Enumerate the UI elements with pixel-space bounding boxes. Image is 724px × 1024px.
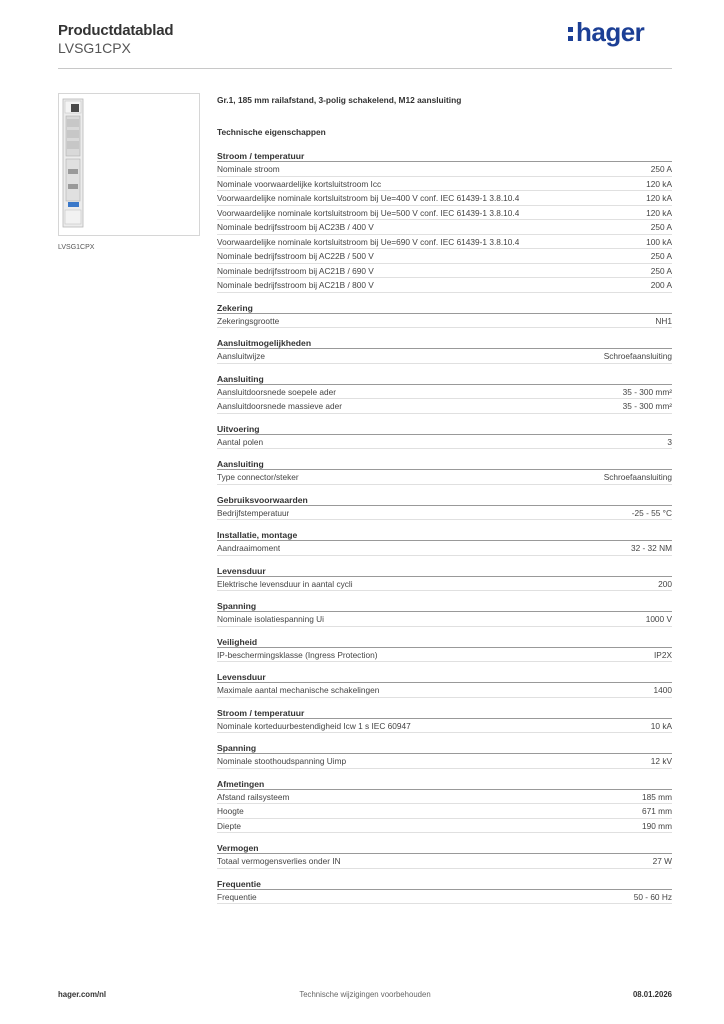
section-title: Technische eigenschappen: [217, 127, 326, 137]
spec-row: [217, 191, 672, 206]
footer-date: 08.01.2026: [632, 990, 672, 999]
spec-label: Maximale aantal mechanische schakelingen: [217, 685, 380, 695]
spec-value: -25 - 55 °C: [631, 507, 672, 518]
spec-group-title: Aansluiting: [217, 374, 672, 385]
spec-group-title: Stroom / temperatuur: [217, 151, 672, 162]
spec-group-title: Spanning: [217, 601, 672, 612]
spec-group-title: Zekering: [217, 303, 672, 314]
spec-row: [217, 612, 672, 627]
spec-label: Zekeringsgrootte: [217, 315, 280, 326]
spec-label: Nominale bedrijfsstroom bij AC22B / 500 V: [217, 251, 374, 261]
spec-value: 100 kA: [646, 236, 672, 247]
spec-row: [217, 220, 672, 235]
spec-value: Schroefaansluiting: [603, 472, 672, 482]
spec-groups: [217, 151, 672, 904]
logo-dots-icon: [568, 27, 573, 45]
spec-value: 185 mm: [642, 791, 672, 802]
product-image-label: LVSG1CPX: [58, 244, 95, 251]
page-title: Productdatablad: [58, 22, 174, 39]
spec-value: 671 mm: [642, 806, 672, 816]
spec-row: [217, 278, 672, 293]
spec-label: Voorwaardelijke nominale kortsluitstroom bij Ue=400 V conf. IEC 61439-1 3.8.10.4: [217, 193, 520, 203]
spec-label: Aansluitdoorsnede massieve ader: [217, 401, 342, 411]
spec-row: [217, 349, 672, 364]
spec-row: [217, 162, 672, 177]
spec-row: [217, 314, 672, 329]
footer-website: hager.com/nl: [58, 990, 107, 999]
product-code: LVSG1CPX: [58, 40, 131, 56]
spec-group-title: Frequentie: [217, 879, 672, 890]
spec-row: [217, 470, 672, 485]
spec-row: [217, 854, 672, 869]
spec-label: Bedrijfstemperatuur: [217, 507, 290, 518]
spec-label: Voorwaardelijke nominale kortsluitstroom bij Ue=500 V conf. IEC 61439-1 3.8.10.4: [217, 207, 520, 218]
spec-label: Aantal polen: [217, 436, 264, 447]
spec-group-title: Uitvoering: [217, 424, 672, 435]
spec-row: [217, 385, 672, 400]
spec-value: Schroefaansluiting: [603, 351, 672, 361]
spec-label: Type connector/steker: [217, 472, 299, 482]
spec-row: [217, 754, 672, 769]
logo-wordmark: hager: [576, 17, 645, 47]
spec-value: 120 kA: [646, 178, 672, 189]
spec-group-title: Aansluitmogelijkheden: [217, 338, 672, 349]
spec-row: [217, 541, 672, 556]
spec-value: 250 A: [650, 222, 672, 232]
spec-group-title: Vermogen: [217, 843, 672, 854]
spec-label: Nominale stroom: [217, 164, 280, 174]
spec-group-title: Levensduur: [217, 566, 672, 577]
spec-value: IP2X: [654, 649, 672, 660]
spec-value: 120 kA: [646, 207, 672, 218]
product-specifications: [217, 95, 672, 904]
hager-logo: [568, 16, 658, 48]
spec-value: 32 - 32 NM: [630, 543, 672, 553]
spec-row: [217, 399, 672, 414]
spec-row: [217, 435, 672, 450]
spec-label: Nominale voorwaardelijke kortsluitstroom Icc: [217, 178, 382, 189]
spec-group-title: Gebruiksvoorwaarden: [217, 495, 672, 506]
spec-row: [217, 648, 672, 663]
spec-row: [217, 206, 672, 221]
spec-value: 10 kA: [650, 720, 672, 731]
product-description: Gr.1, 185 mm railafstand, 3-polig schakelend, M12 aansluiting: [217, 95, 462, 105]
spec-row: [217, 819, 672, 834]
spec-group-title: Spanning: [217, 743, 672, 754]
spec-row: [217, 683, 672, 698]
footer-disclaimer: Technische wijzigingen voorbehouden: [299, 990, 431, 999]
spec-group-title: Installatie, montage: [217, 530, 672, 541]
spec-row: [217, 506, 672, 521]
product-image: [58, 93, 200, 236]
spec-group-title: Afmetingen: [217, 779, 672, 790]
spec-label: Nominale korteduurbestendigheid Icw 1 s IEC 60947: [217, 720, 411, 731]
spec-value: 35 - 300 mm²: [622, 386, 672, 397]
fuse-switch-illustration-icon: [59, 94, 201, 237]
spec-label: Aansluitwijze: [217, 351, 265, 361]
spec-value: 190 mm: [642, 820, 672, 831]
spec-group-title: Veiligheid: [217, 637, 672, 648]
spec-value: 200: [658, 578, 672, 589]
spec-row: [217, 790, 672, 805]
spec-row: [217, 264, 672, 279]
spec-value: 27 W: [652, 856, 672, 866]
spec-label: Voorwaardelijke nominale kortsluitstroom bij Ue=690 V conf. IEC 61439-1 3.8.10.4: [217, 236, 520, 247]
spec-group-title: Stroom / temperatuur: [217, 708, 672, 719]
spec-row: [217, 177, 672, 192]
spec-row: [217, 249, 672, 264]
spec-group-title: Aansluiting: [217, 459, 672, 470]
spec-value: 120 kA: [646, 193, 672, 203]
spec-value: NH1: [655, 315, 672, 326]
header-divider: [58, 68, 672, 69]
spec-label: Nominale isolatiespanning Ui: [217, 614, 324, 624]
spec-group-title: Levensduur: [217, 672, 672, 683]
spec-label: IP-beschermingsklasse (Ingress Protection): [217, 649, 378, 660]
spec-row: [217, 890, 672, 905]
spec-value: 200 A: [650, 280, 672, 290]
spec-value: 3: [667, 436, 672, 447]
spec-label: Nominale bedrijfsstroom bij AC21B / 690 V: [217, 265, 374, 276]
spec-row: [217, 804, 672, 819]
spec-label: Hoogte: [217, 806, 244, 816]
spec-value: 1000 V: [645, 614, 672, 624]
spec-row: [217, 235, 672, 250]
spec-label: Elektrische levensduur in aantal cycli: [217, 578, 353, 589]
spec-value: 250 A: [650, 164, 672, 174]
spec-label: Afstand railsysteem: [217, 791, 290, 802]
spec-row: [217, 719, 672, 734]
page-footer: [58, 990, 672, 999]
spec-value: 250 A: [650, 265, 672, 276]
spec-label: Aandraaimoment: [217, 543, 281, 553]
spec-value: 50 - 60 Hz: [633, 891, 672, 902]
document-header: [58, 22, 173, 56]
spec-label: Totaal vermogensverlies onder IN: [217, 856, 341, 866]
spec-label: Nominale bedrijfsstroom bij AC23B / 400 V: [217, 222, 374, 232]
spec-value: 1400: [653, 685, 672, 695]
spec-label: Aansluitdoorsnede soepele ader: [217, 386, 337, 397]
spec-row: [217, 577, 672, 592]
spec-value: 12 kV: [650, 756, 672, 766]
spec-label: Frequentie: [217, 891, 257, 902]
spec-value: 250 A: [650, 251, 672, 261]
spec-value: 35 - 300 mm²: [622, 401, 672, 411]
spec-label: Diepte: [217, 820, 241, 831]
spec-label: Nominale stoothoudspanning Uimp: [217, 756, 347, 766]
spec-label: Nominale bedrijfsstroom bij AC21B / 800 V: [217, 280, 374, 290]
